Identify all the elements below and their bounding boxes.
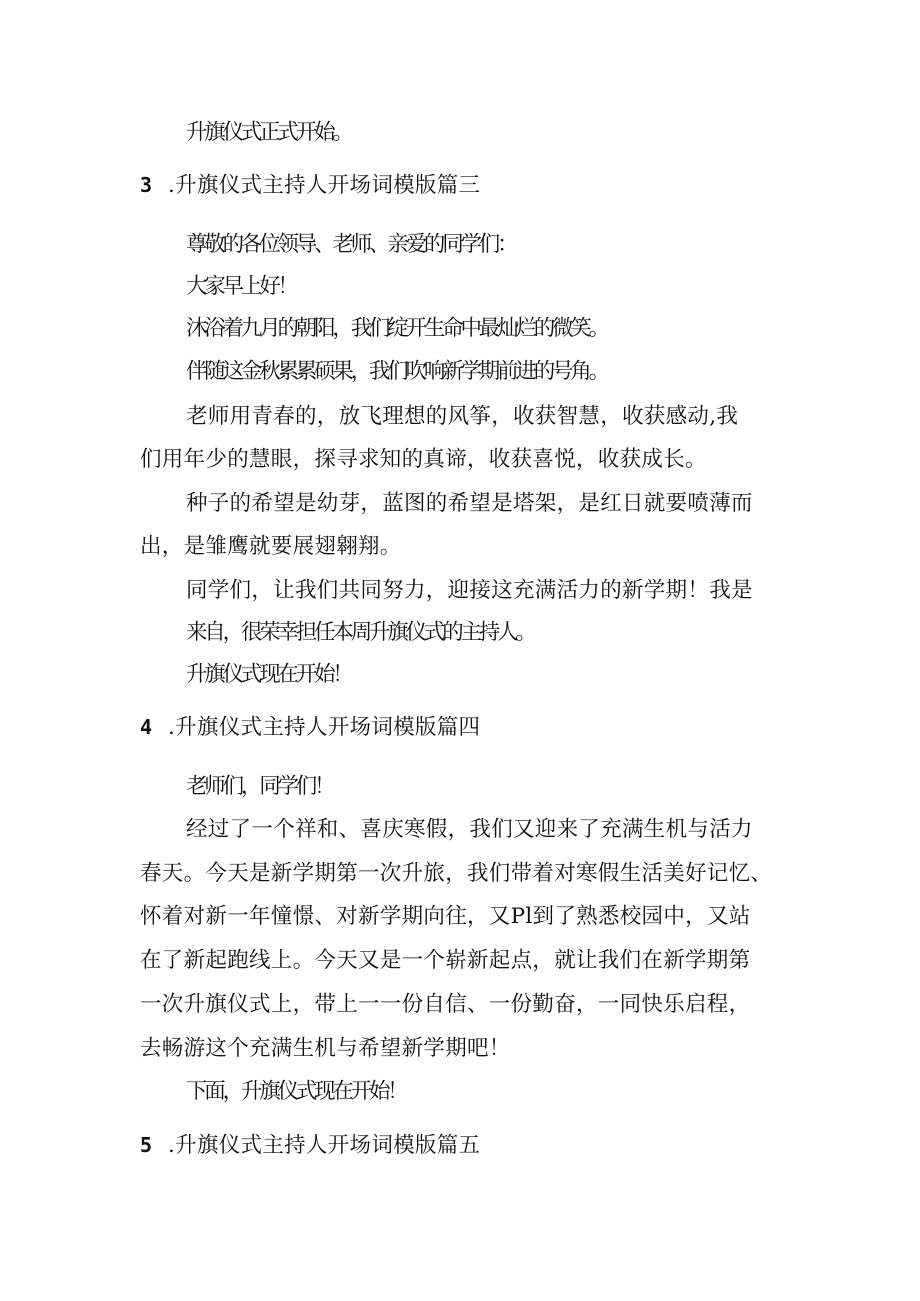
paragraph-line: 下面，升旗仪式现在开始！ bbox=[186, 1079, 406, 1104]
section-heading-4 bbox=[140, 712, 790, 742]
paragraph-line: 一次升旗仪式上，带上一一份自信、一份勤奋，一同快乐启程， bbox=[140, 992, 751, 1017]
section-heading-3 bbox=[140, 170, 790, 200]
paragraph-line: 怀着对新一年憧憬、对新学期向往，又Pl到了熟悉校园中，又站 bbox=[140, 904, 751, 929]
paragraph-line: 在了新起跑线上。今天又是一个崭新起点，就让我们在新学期第 bbox=[140, 948, 751, 973]
section-number: 3 bbox=[140, 173, 153, 197]
paragraph-line: 去畅游这个充满生机与希望新学期吧！ bbox=[140, 1036, 511, 1061]
paragraph-line: 沐浴着九月的朝阳，我们绽开生命中最灿烂的微笑。 bbox=[186, 316, 607, 341]
paragraph-line: 升旗仪式正式开始。 bbox=[186, 120, 351, 145]
paragraph-line: 尊敬的各位领导、老师、亲爱的同学们： bbox=[186, 232, 516, 257]
paragraph-line: 大家早上好！ bbox=[186, 274, 296, 299]
section-number: 5 bbox=[140, 1133, 153, 1157]
paragraph-line: 来自，很荣幸担任本周升旗仪式的主持人。 bbox=[186, 620, 534, 645]
paragraph-line: 们用年少的慧眼，探寻求知的真谛，收获喜悦，收获成长。 bbox=[140, 447, 707, 472]
paragraph-line: 老师用青春的，放飞理想的风筝，收获智慧，收获感动,我 bbox=[186, 404, 739, 429]
section-heading-5 bbox=[140, 1130, 790, 1160]
section-number: 4 bbox=[140, 715, 153, 739]
section-title: .升旗仪式主持人开场词模版篇四 bbox=[168, 715, 481, 740]
paragraph-line: 升旗仪式现在开始！ bbox=[186, 662, 351, 687]
paragraph-line: 伴随这金秋累累硕果，我们吹响新学期前进的号角。 bbox=[186, 359, 607, 384]
paragraph-line: 经过了一个祥和、喜庆寒假，我们又迎来了充满生机与活力 bbox=[186, 817, 753, 842]
paragraph-line: 种子的希望是幼芽，蓝图的希望是塔架，是红日就要喷薄而 bbox=[186, 491, 753, 516]
section-title: .升旗仪式主持人开场词模版篇三 bbox=[168, 173, 481, 198]
section-title: .升旗仪式主持人开场词模版篇五 bbox=[168, 1133, 481, 1158]
paragraph-line: 老师们，同学们！ bbox=[186, 774, 333, 799]
paragraph-line: 春天。今天是新学期第一次升旅，我们带着对寒假生活美好记忆、 bbox=[140, 861, 773, 886]
paragraph-line: 同学们，让我们共同努力，迎接这充满活力的新学期！我是 bbox=[186, 578, 753, 603]
paragraph-line: 出，是雏鹰就要展翅翱翔。 bbox=[140, 534, 402, 559]
